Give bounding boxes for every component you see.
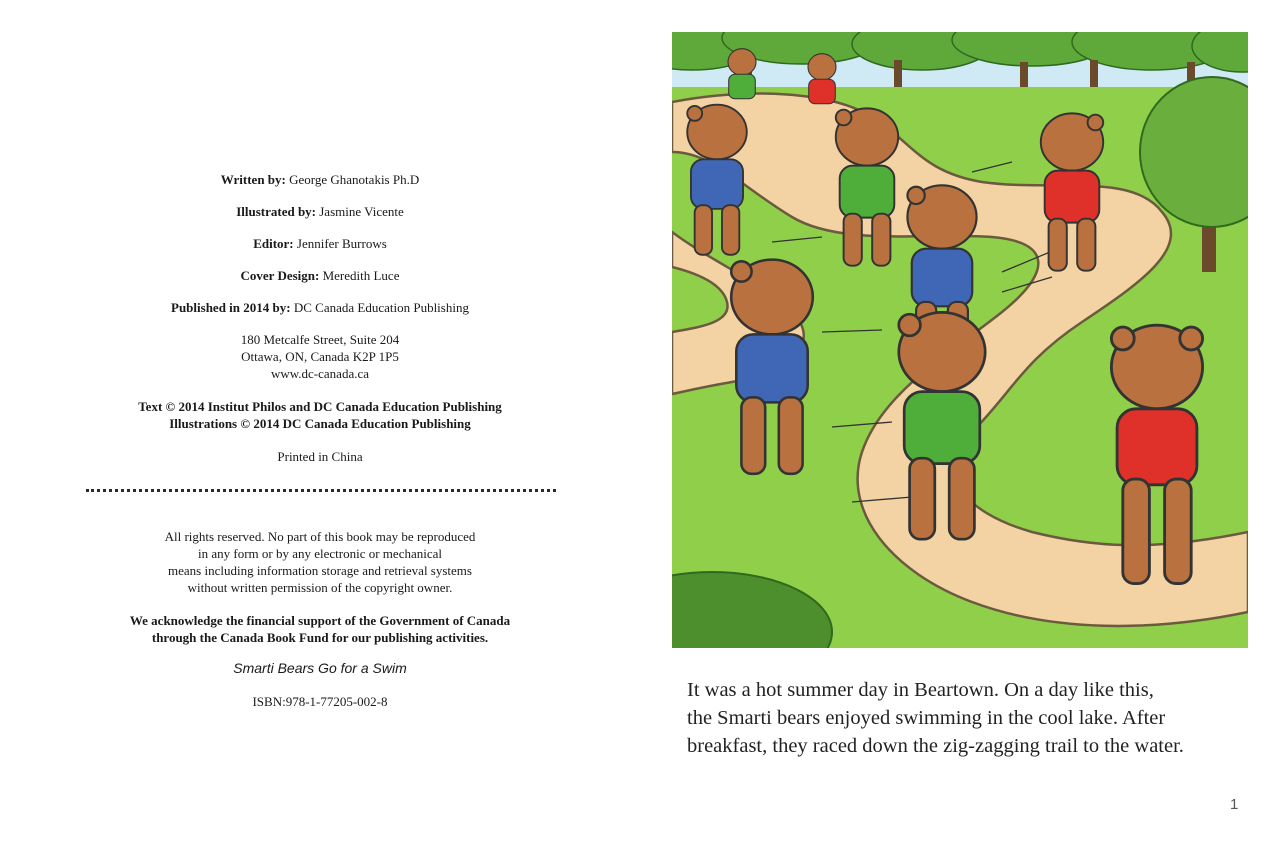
address-line-2: Ottawa, ON, Canada K2P 1P5 <box>241 349 399 364</box>
rights-line-2: in any form or by any electronic or mechanical <box>197 546 442 561</box>
rights-line-4: without written permission of the copyright owner. <box>187 580 453 595</box>
rights-line-1: All rights reserved. No part of this book may be reproduced <box>164 529 476 544</box>
cover-design-line <box>80 267 560 284</box>
illustrated-by-label: Illustrated by: <box>236 204 316 219</box>
publisher-address <box>80 331 560 382</box>
rights-line-3: means including information storage and retrieval systems <box>168 563 472 578</box>
copyright-page <box>80 0 560 853</box>
written-by-label: Written by: <box>220 172 286 187</box>
acknowledgement-notice <box>80 612 560 646</box>
book-title: Smarti Bears Go for a Swim <box>233 660 407 676</box>
text-copyright-line: Text © 2014 Institut Philos and DC Canada Education Publishing <box>138 399 502 414</box>
copyright-notice <box>80 398 560 432</box>
page-number: 1 <box>1230 796 1239 813</box>
isbn-line: ISBN:978-1-77205-002-8 <box>252 694 388 709</box>
illustrated-by-value: Jasmine Vicente <box>319 204 404 219</box>
printed-in-line: Printed in China <box>277 449 363 464</box>
cover-design-value: Meredith Luce <box>322 268 400 283</box>
acknowledgement-line-2: through the Canada Book Fund for our publishing activities. <box>151 630 489 645</box>
editor-label: Editor: <box>253 236 294 251</box>
publisher-website: www.dc-canada.ca <box>270 366 370 381</box>
published-line <box>80 299 560 316</box>
editor-line <box>80 235 560 252</box>
editor-value: Jennifer Burrows <box>296 236 387 251</box>
address-line-1: 180 Metcalfe Street, Suite 204 <box>240 332 400 347</box>
story-line-3: breakfast, they raced down the zig-zagging trail to the water. <box>687 735 1184 757</box>
written-by-line <box>80 171 560 188</box>
illustrations-copyright-line: Illustrations © 2014 DC Canada Education Publishing <box>169 416 471 431</box>
story-line-1: It was a hot summer day in Beartown. On a day like this, <box>687 679 1154 701</box>
story-line-2: the Smarti bears enjoyed swimming in the cool lake. After <box>687 707 1166 729</box>
rights-notice <box>80 528 560 596</box>
published-value: DC Canada Education Publishing <box>293 300 469 315</box>
written-by-value: George Ghanotakis Ph.D <box>289 172 420 187</box>
illustrated-by-line <box>80 203 560 220</box>
cover-design-label: Cover Design: <box>240 268 320 283</box>
bears-running-illustration <box>672 32 1248 648</box>
acknowledgement-line-1: We acknowledge the financial support of the Government of Canada <box>129 613 511 628</box>
dotted-divider <box>86 489 556 492</box>
story-text <box>687 676 1247 760</box>
published-label: Published in 2014 by: <box>171 300 291 315</box>
